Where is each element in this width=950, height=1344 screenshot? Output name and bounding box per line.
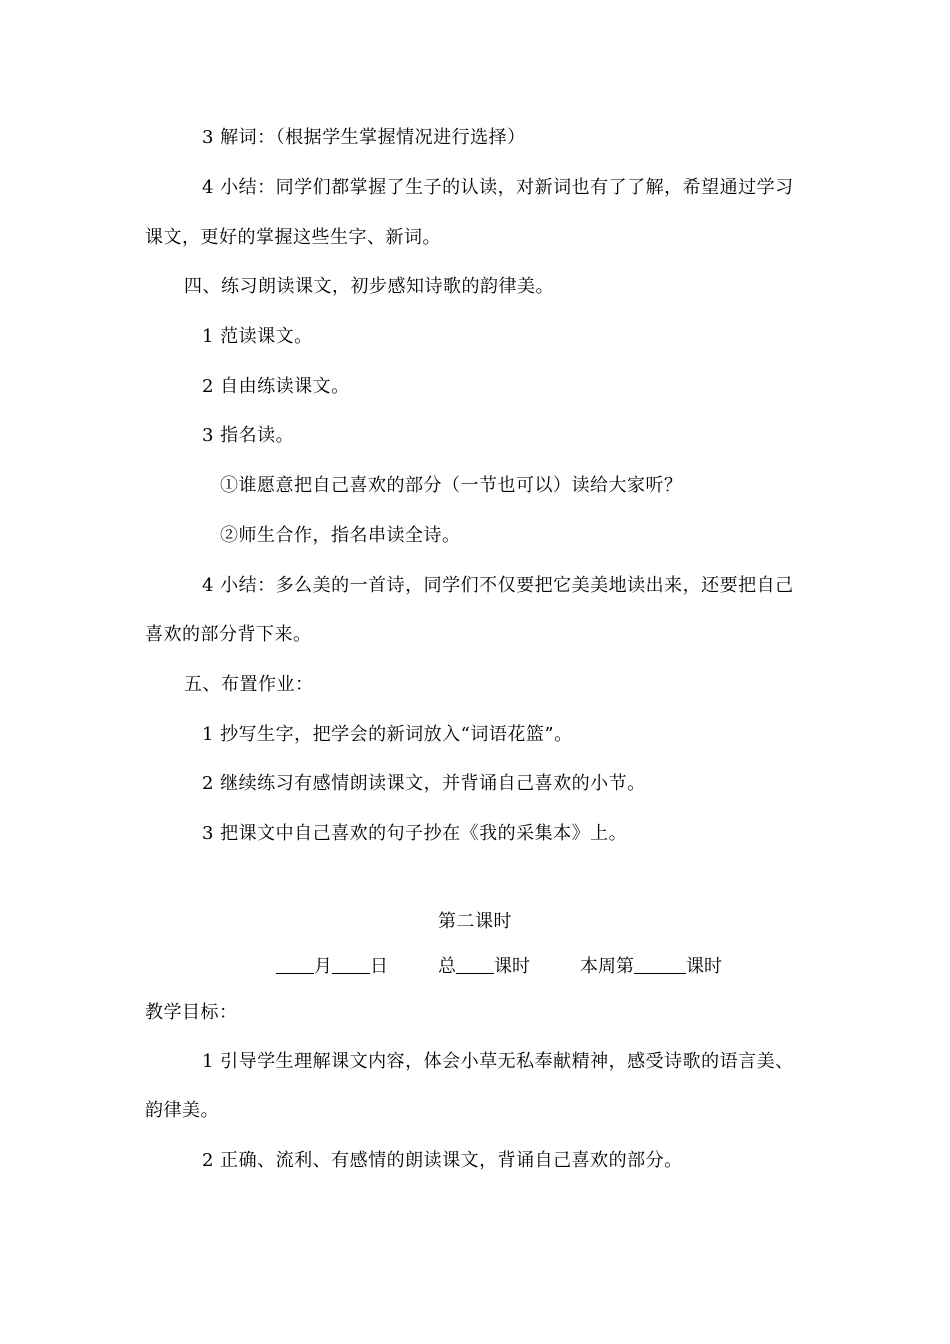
- month-blank: [276, 955, 314, 974]
- week-suffix: 课时: [686, 956, 722, 977]
- day-label: 日: [370, 956, 388, 977]
- text-line: 2 自由练读课文。: [202, 376, 350, 397]
- text-line: 2 继续练习有感情朗读课文，并背诵自己喜欢的小节。: [202, 773, 646, 794]
- text-line: 3 解词：（根据学生掌握情况进行选择）: [202, 127, 526, 148]
- total-blank: [456, 955, 494, 974]
- objective-line: 2 正确、流利、有感情的朗读课文，背诵自己喜欢的部分。: [202, 1150, 683, 1171]
- objective-line: 1 引导学生理解课文内容，体会小草无私奉献精神，感受诗歌的语言美、: [202, 1051, 794, 1072]
- section-heading: 五、布置作业：: [184, 674, 314, 695]
- objectives-heading: 教学目标：: [145, 1002, 238, 1023]
- text-line: 3 指名读。: [202, 425, 295, 446]
- objective-line: 韵律美。: [145, 1100, 219, 1121]
- text-line: 1 抄写生字，把学会的新词放入“词语花篮”。: [202, 724, 573, 745]
- schedule-line: [0, 955, 950, 979]
- total-prefix: 总: [438, 956, 456, 977]
- text-line: ②师生合作，指名串读全诗。: [220, 525, 461, 546]
- section-heading: 四、练习朗读课文，初步感知诗歌的韵律美。: [184, 276, 554, 297]
- week-blank: [634, 955, 686, 974]
- week-prefix: 本周第: [580, 956, 634, 977]
- text-line: 3 把课文中自己喜欢的句子抄在《我的采集本》上。: [202, 823, 628, 844]
- day-blank: [332, 955, 370, 974]
- text-line: 4 小结：多么美的一首诗，同学们不仅要把它美美地读出来，还要把自己: [202, 575, 794, 596]
- lesson-title: 第二课时: [438, 911, 512, 932]
- text-line: 4 小结：同学们都掌握了生子的认读，对新词也有了了解，希望通过学习: [202, 177, 794, 198]
- text-line: 课文，更好的掌握这些生字、新词。: [145, 227, 441, 248]
- total-suffix: 课时: [494, 956, 530, 977]
- month-label: 月: [314, 956, 332, 977]
- text-line: 1 范读课文。: [202, 326, 313, 347]
- text-line: ①谁愿意把自己喜欢的部分（一节也可以）读给大家听？: [220, 475, 683, 496]
- text-line: 喜欢的部分背下来。: [145, 624, 312, 645]
